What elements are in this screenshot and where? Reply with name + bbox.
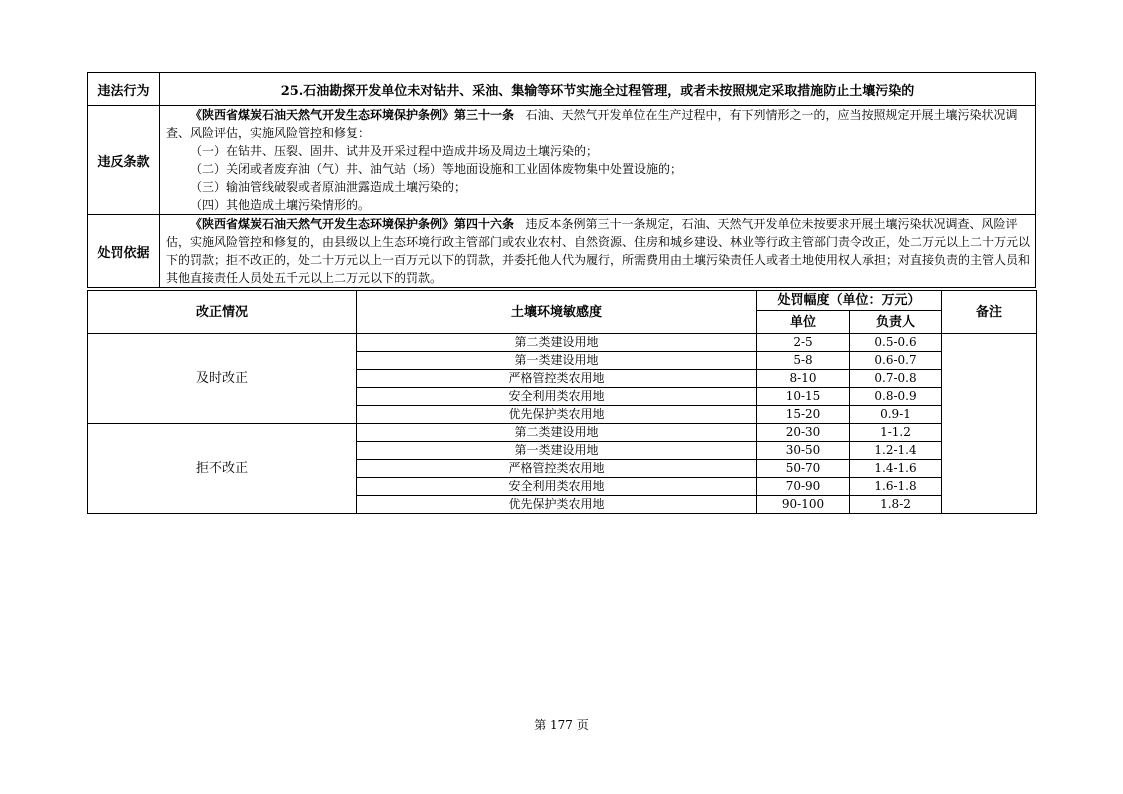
violation-label: 违法行为 (88, 73, 160, 106)
violated-item: （一）在钻井、压裂、固井、试井及开采过程中造成井场及周边土壤污染的； (190, 144, 599, 158)
violated-item: （三）输油管线破裂或者原油泄露造成土壤污染的； (190, 180, 467, 194)
land-type-cell: 严格管控类农用地 (357, 370, 757, 388)
header-unit: 单位 (757, 311, 850, 334)
violation-info-table (87, 72, 1036, 288)
violated-clause-content (160, 106, 1036, 215)
header-person: 负责人 (850, 311, 942, 334)
penalty-range-table (87, 290, 1037, 514)
violation-title: 25.石油勘探开发单位未对钻井、采油、集输等环节实施全过程管理，或者未按照规定采取措施防止土壤污染的 (160, 73, 1036, 106)
penalty-basis-label: 处罚依据 (88, 215, 160, 288)
person-fine-cell: 0.7-0.8 (850, 370, 942, 388)
person-fine-cell: 0.8-0.9 (850, 388, 942, 406)
header-remark: 备注 (942, 291, 1037, 334)
land-type-cell: 第一类建设用地 (357, 352, 757, 370)
header-range: 处罚幅度（单位：万元） (757, 291, 942, 311)
unit-fine-cell: 2-5 (757, 334, 850, 352)
penalty-law-name: 《陕西省煤炭石油天然气开发生态环境保护条例》第四十六条 (190, 217, 515, 231)
person-fine-cell: 1.8-2 (850, 496, 942, 514)
page-number: 第 177 页 (534, 718, 589, 732)
person-fine-cell: 1.4-1.6 (850, 460, 942, 478)
unit-fine-cell: 15-20 (757, 406, 850, 424)
header-sensitivity: 土壤环境敏感度 (357, 291, 757, 334)
unit-fine-cell: 70-90 (757, 478, 850, 496)
table-row (88, 424, 1037, 442)
unit-fine-cell: 30-50 (757, 442, 850, 460)
unit-fine-cell: 90-100 (757, 496, 850, 514)
person-fine-cell: 1.2-1.4 (850, 442, 942, 460)
unit-fine-cell: 5-8 (757, 352, 850, 370)
unit-fine-cell: 10-15 (757, 388, 850, 406)
land-type-cell: 第一类建设用地 (357, 442, 757, 460)
violated-item: （二）关闭或者废弃油（气）井、油气站（场）等地面设施和工业固体废物集中处置设施的； (190, 162, 683, 176)
violated-clause-label: 违反条款 (88, 106, 160, 215)
land-type-cell: 严格管控类农用地 (357, 460, 757, 478)
table-row (88, 334, 1037, 352)
unit-fine-cell: 20-30 (757, 424, 850, 442)
person-fine-cell: 1.6-1.8 (850, 478, 942, 496)
group-label-timely: 及时改正 (88, 334, 357, 424)
person-fine-cell: 0.5-0.6 (850, 334, 942, 352)
header-correction: 改正情况 (88, 291, 357, 334)
land-type-cell: 优先保护类农用地 (357, 496, 757, 514)
land-type-cell: 第二类建设用地 (357, 334, 757, 352)
remark-cell (942, 334, 1037, 514)
penalty-basis-content (160, 215, 1036, 288)
land-type-cell: 安全利用类农用地 (357, 478, 757, 496)
unit-fine-cell: 8-10 (757, 370, 850, 388)
person-fine-cell: 1-1.2 (850, 424, 942, 442)
land-type-cell: 安全利用类农用地 (357, 388, 757, 406)
violated-law-name: 《陕西省煤炭石油天然气开发生态环境保护条例》第三十一条 (190, 108, 515, 122)
unit-fine-cell: 50-70 (757, 460, 850, 478)
person-fine-cell: 0.9-1 (850, 406, 942, 424)
violated-intro: 石油、天然气开发单位在生产过程中，有下列情形之一的，应当按照规定开展土壤污染状况调查、风险评估，实施风险管控和修复： (166, 108, 1018, 140)
penalty-text: 违反本条例第三十一条规定，石油、天然气开发单位未按要求开展土壤污染状况调查、风险评估，实施风险管控和修复的，由县级以上生态环境行政主管部门或农业农村、自然资源、住房和城乡建设、林业等行政主管部门责令改正，处二万元以上二十万元以下的罚款；拒不改正的，处二十万元以上一百万元以下的罚款，并委托他人代为履行，所需费用由土壤污染责任人或者土地使用权人承担；对直接负责的主管人员和其他直接责任人员处五千元以上二万元以下的罚款。 (166, 217, 1031, 285)
land-type-cell: 优先保护类农用地 (357, 406, 757, 424)
group-label-refuse: 拒不改正 (88, 424, 357, 514)
land-type-cell: 第二类建设用地 (357, 424, 757, 442)
violated-item: （四）其他造成土壤污染情形的。 (190, 198, 371, 212)
person-fine-cell: 0.6-0.7 (850, 352, 942, 370)
